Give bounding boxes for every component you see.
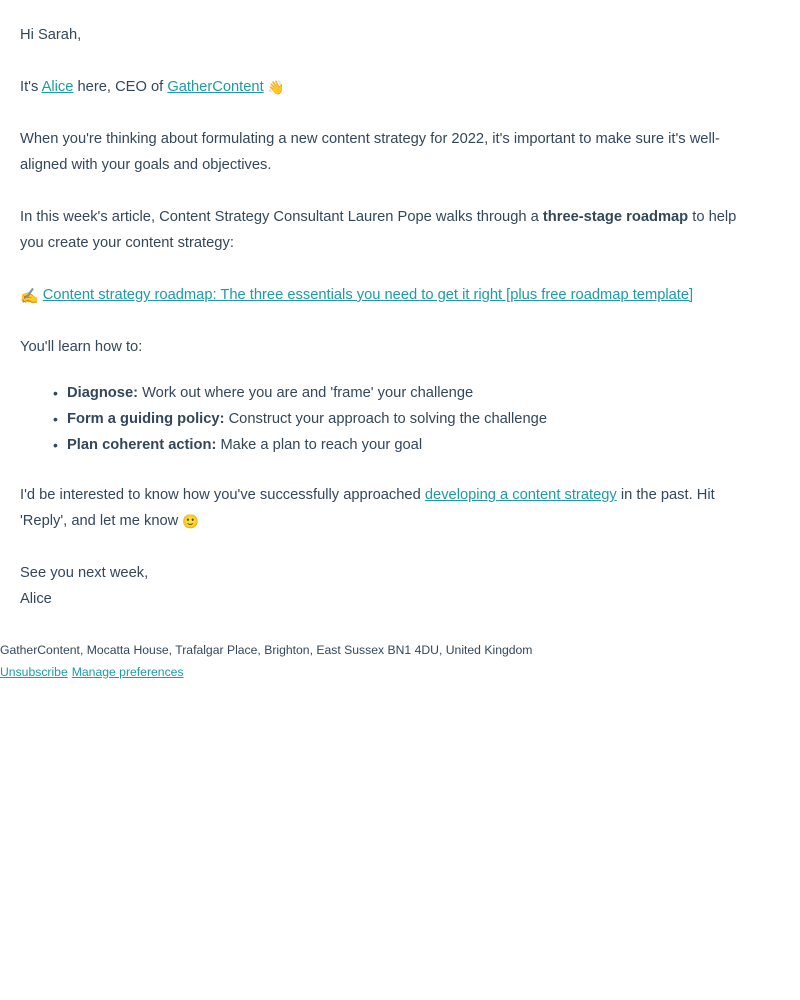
list-item-term: Plan coherent action: — [67, 437, 217, 453]
list-item-term: Diagnose: — [67, 385, 138, 401]
author-link[interactable]: Alice — [41, 79, 74, 95]
signoff-line: See you next week, — [20, 565, 149, 581]
closing-paragraph — [20, 482, 745, 534]
list-item — [67, 432, 780, 458]
email-footer — [0, 640, 800, 682]
list-item-term: Form a guiding policy: — [67, 411, 225, 427]
three-stage-roadmap-emphasis: three-stage roadmap — [542, 209, 689, 225]
slightly-smiling-face-emoji: 🙂 — [182, 514, 200, 530]
manage-preferences-link[interactable]: Manage preferences — [71, 665, 184, 679]
list-item-description: Construct your approach to solving the challenge — [224, 411, 547, 427]
waving-hand-emoji: 👋 — [267, 80, 285, 96]
article-link-row — [20, 282, 780, 308]
list-item — [67, 406, 780, 432]
closing-text-after: in the past. Hit 'Reply', and let me know — [20, 487, 715, 529]
paragraph-strategy-intro: When you're thinking about formulating a new content strategy for 2022, it's important to make sure it's well-aligned with your goals and objectives. — [20, 131, 720, 173]
signoff-name: Alice — [20, 591, 52, 607]
list-item-description: Work out where you are and 'frame' your challenge — [138, 385, 474, 401]
footer-links — [0, 662, 800, 682]
intro-paragraph — [20, 74, 745, 100]
paragraph-article-intro — [20, 204, 745, 256]
company-link[interactable]: GatherContent — [167, 79, 264, 95]
intro-text-middle: here, CEO of — [73, 79, 168, 95]
list-item-description: Make a plan to reach your goal — [216, 437, 423, 453]
learn-intro: You'll learn how to: — [20, 339, 143, 355]
paragraph-text-before-bold: In this week's article, Content Strategy Consultant Lauren Pope walks through a — [20, 209, 543, 225]
unsubscribe-link[interactable]: Unsubscribe — [0, 665, 68, 679]
footer-address: GatherContent, Mocatta House, Trafalgar Place, Brighton, East Sussex BN1 4DU, United Kingdom — [0, 643, 533, 657]
article-link[interactable]: Content strategy roadmap: The three essentials you need to get it right [plus free roadmap template] — [42, 287, 694, 303]
list-item — [67, 380, 780, 406]
intro-text-before: It's — [20, 79, 42, 95]
closing-text-before: I'd be interested to know how you've successfully approached — [20, 487, 425, 503]
greeting: Hi Sarah, — [20, 27, 82, 43]
paragraph-text-after-bold: to help you create your content strategy: — [20, 209, 737, 251]
content-strategy-link[interactable]: developing a content strategy — [424, 487, 617, 503]
writing-hand-icon: ✍️ — [20, 287, 39, 305]
learn-list — [20, 380, 780, 458]
